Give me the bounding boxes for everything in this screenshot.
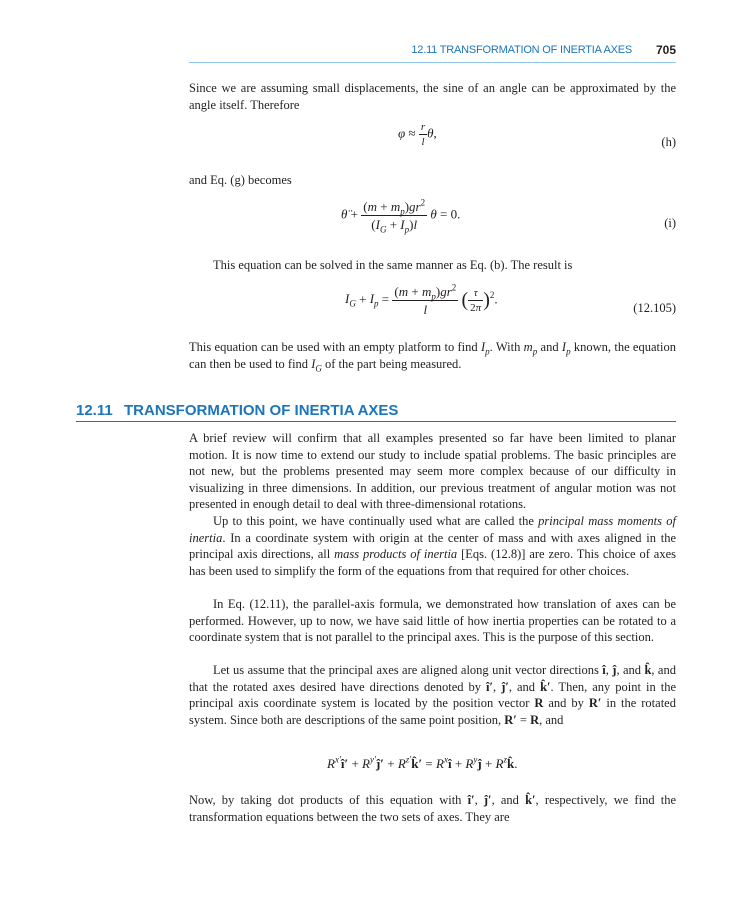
paragraph-parallel-axis: In Eq. (12.11), the parallel-axis formula, we demonstrated how translation of axes can be performed. However, up to now, we have said little of how inertia properties can be rotated to a coordinate system that is not parallel to the principal axes. This is the purpose of this section. [189,597,676,645]
section-number: 12.11 [76,402,113,419]
section-heading [76,401,676,422]
page-number: 705 [655,43,676,57]
paragraph-small-displacement: Since we are assuming small displacements, the sine of an angle can be approximated by the angle itself. Therefore [189,81,676,112]
running-head [189,40,676,63]
equation-12-105: $I_G + I_p$ = $\frac{(m + m_p)gr^2}{l}$ ( $\frac{\tau}{2\pi}$ )$^2$. [345,282,498,317]
paragraph-solution: This equation can be solved in the same manner as Eq. (b). The result is [213,258,573,272]
equation-i-label: (i) [664,216,676,230]
equation-h-label: (h) [661,135,676,149]
equation-h: φ ≈ $\frac{r}{l}$ θ, [398,121,437,148]
equation-12-105-label: (12.105) [633,301,676,315]
equation-i: θ̈ + $\frac{(m + m_p)gr^2}{(I_G + I_p)l}$ θ = 0. [341,197,461,235]
paragraph-unit-vectors: Let us assume that the principal axes are aligned along unit vector directions î, ĵ, and k̂, and that the rotated axes desired have directions denoted by î′, ĵ′, and k̂′. Then, any point in the principal axis coordinate system is located by the position vector R and by R′ in the rotated system. Since both are descriptions of the same point position, R′ = R, and [189,663,677,727]
equation-position-vector: $R^{x'}î'$ + $R^{y'}ĵ'$ + $R^{z'}k̂'$ = $R^xî$ + $R^yĵ$ + $R^zk̂$. [327,754,518,771]
paragraph-empty-platform: This equation can be used with an empty platform to find $I_p$. With $m_p$ and $I_p$ known, the equation can then be used to find $I_G$ of the part being measured. [189,340,676,374]
running-title: 12.11 TRANSFORMATION OF INERTIA AXES [411,44,632,56]
paragraph-brief-review: A brief review will confirm that all examples presented so far have been limited to planar motion. It is now time to extend our study to include spatial problems. The basic principles are not new, but the problems presented may seem more complex because of our difficulty in visualizing in three dimensions. In addition, our previous treatment of angular motion was not presented in enough detail to deal with three-dimensional rotations. [189,431,676,512]
paragraph-dot-products: Now, by taking dot products of this equation with î′, ĵ′, and k̂′, respectively, we find the transformation equations between the two sets of axes. They are [189,793,677,824]
paragraph-eq-g: and Eq. (g) becomes [189,173,292,187]
section-title: TRANSFORMATION OF INERTIA AXES [124,402,399,419]
paragraph-principal-moments: Up to this point, we have continually used what are called the principal mass moments of inertia. In a coordinate system with origin at the center of mass and with axes aligned in the principal axis directions, all mass products of inertia [Eqs. (12.8)] are zero. This choice of axes has been used to simplify the form of the equations from that required for other choices. [189,514,676,578]
